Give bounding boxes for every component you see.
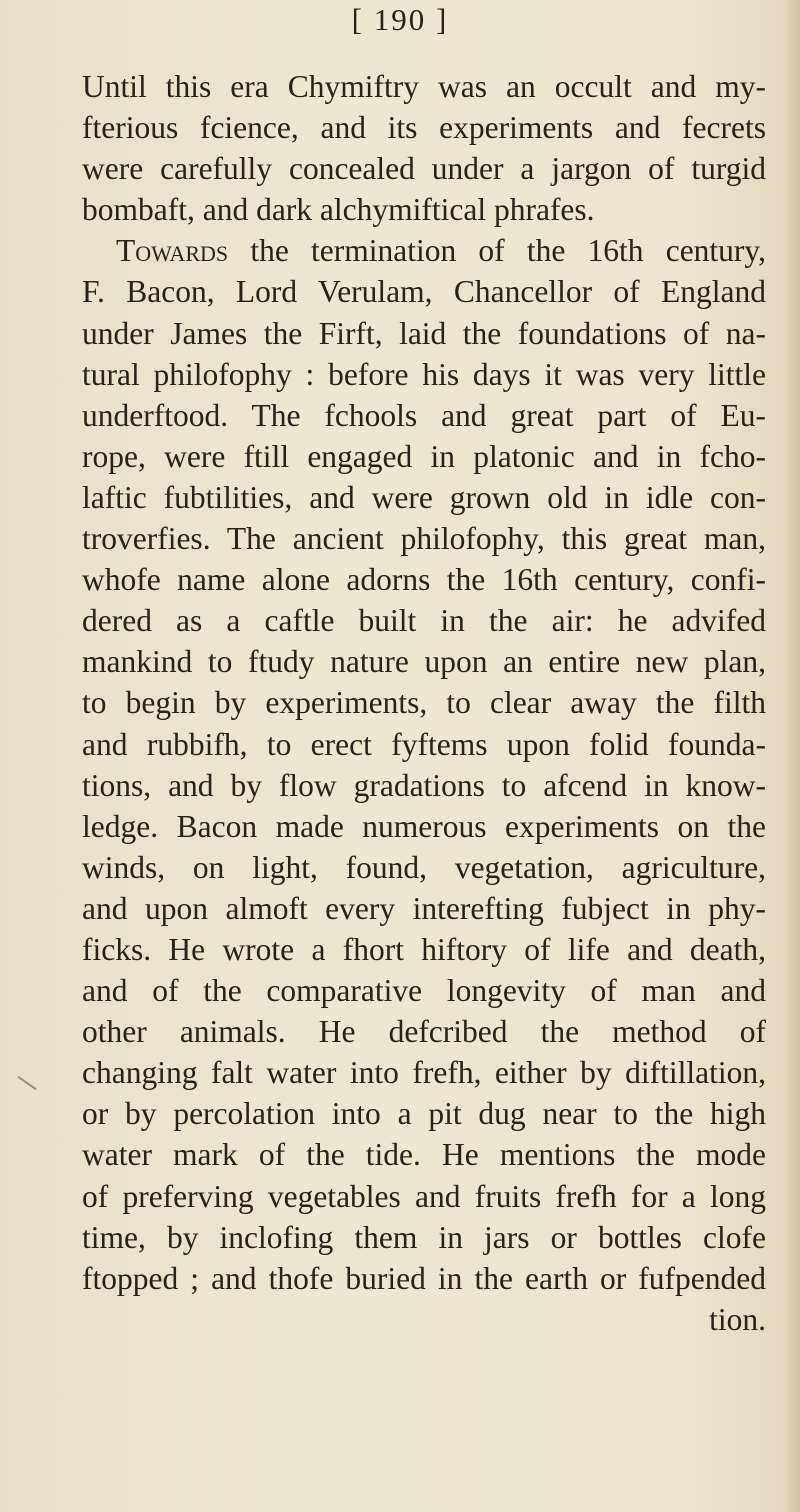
text-line: or by percolation into a pit dug near to the high [82, 1096, 766, 1132]
opening-line-rest: the termination of the 16th century, [228, 233, 766, 269]
text-line: mankind to ftudy nature upon an entire new plan, [82, 644, 766, 680]
text-line: to begin by experiments, to clear away the filth [82, 685, 766, 721]
body-text [82, 66, 766, 1340]
text-line-last: tion. [709, 1301, 766, 1337]
text-line: and rubbifh, to erect fyftems upon folid founda- [82, 726, 766, 762]
text-line: dered as a caftle built in the air: he advifed [82, 603, 766, 639]
text-line: other animals. He defcribed the method of [82, 1014, 766, 1050]
text-line: and upon almoft every interefting fubject in phy- [82, 890, 766, 926]
opening-small-caps-word: Towards [116, 233, 229, 269]
text-line: were carefully concealed under a jargon of turgid [82, 151, 766, 187]
text-line: ledge. Bacon made numerous experiments on the [82, 808, 766, 844]
text-line: ftopped ; and thofe buried in the earth or fufpended [82, 1260, 766, 1296]
paragraph-opening-line [82, 230, 766, 271]
text-line: troverfies. The ancient philofophy, this great man, [82, 521, 766, 557]
text-line: of preferving vegetables and fruits frefh for a long [82, 1178, 766, 1214]
text-line: time, by inclofing them in jars or bottles clofe [82, 1219, 766, 1255]
text-line: underftood. The fchools and great part of Eu- [82, 397, 766, 433]
text-line: water mark of the tide. He mentions the mode [82, 1137, 766, 1173]
text-line: fterious fcience, and its experiments and fecrets [82, 110, 766, 146]
text-line: ficks. He wrote a fhort hiftory of life and death, [82, 931, 766, 967]
text-line: bombaft, and dark alchymiftical phrafes. [82, 192, 595, 228]
text-line: changing falt water into frefh, either by diftillation, [82, 1055, 766, 1091]
text-line: and of the comparative longevity of man and [82, 973, 766, 1009]
text-line: F. Bacon, Lord Verulam, Chancellor of England [82, 274, 766, 310]
margin-pencil-mark [17, 1076, 36, 1090]
page-edge-shadow [782, 0, 800, 1512]
text-line: Until this era Chymiftry was an occult and my- [82, 69, 766, 104]
page-number: [ 190 ] [351, 2, 449, 37]
text-line: rope, were ftill engaged in platonic and in fcho- [82, 438, 766, 474]
text-line: tions, and by flow gradations to afcend in know- [82, 767, 766, 803]
text-line: laftic fubtilities, and were grown old in idle con- [82, 479, 766, 515]
text-line: under James the Firft, laid the foundations of na- [82, 315, 766, 351]
text-line: whofe name alone adorns the 16th century, confi- [82, 562, 766, 598]
text-line: winds, on light, found, vegetation, agriculture, [82, 849, 766, 885]
text-line: tural philofophy : before his days it was very little [82, 356, 766, 392]
